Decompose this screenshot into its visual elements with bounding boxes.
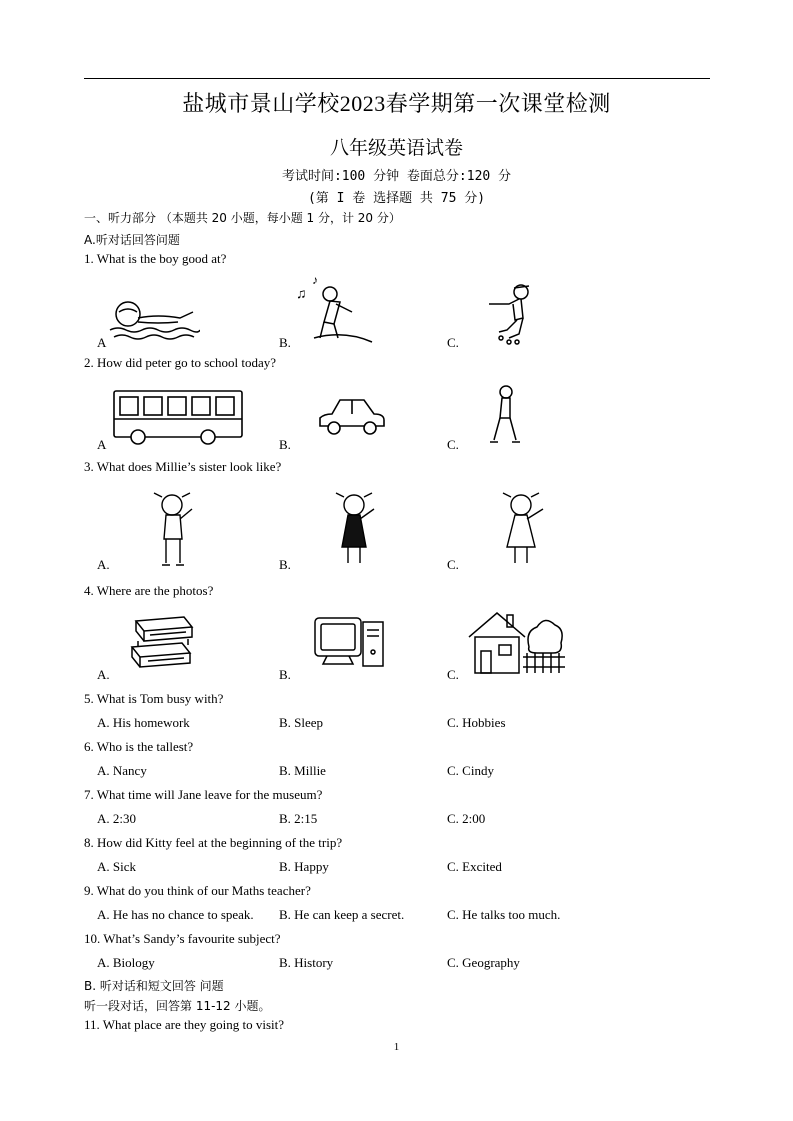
option-b: B. Happy: [279, 859, 329, 874]
option-a: A. Nancy: [97, 763, 147, 778]
section-heading: 一、听力部分 （本题共 20 小题，每小题 1 分，计 20 分）: [84, 211, 401, 225]
exam-title: 盐城市景山学校2023春学期第一次课堂检测: [182, 91, 611, 116]
computer-icon: [311, 612, 387, 670]
option-b: B. 2:15: [279, 811, 318, 826]
option-label: C.: [447, 335, 459, 350]
option-c: C. Cindy: [447, 763, 494, 778]
house-icon: [467, 607, 567, 677]
question-10: 10. What’s Sandy’s favourite subject?: [84, 931, 281, 946]
question-7: 7. What time will Jane leave for the museum?: [84, 787, 323, 802]
question-9: 9. What do you think of our Maths teacher?: [84, 883, 311, 898]
option-label: A.: [97, 557, 110, 572]
option-b: B. History: [279, 955, 334, 970]
walking-icon: [486, 384, 526, 446]
option-a: A. Biology: [97, 955, 155, 970]
option-b: B. Millie: [279, 763, 326, 778]
option-label: C.: [447, 557, 459, 572]
volume-info: (第 I 卷 选择题 共 75 分): [307, 191, 486, 206]
option-c: C. Geography: [447, 955, 520, 970]
question-4: 4. Where are the photos?: [84, 583, 214, 598]
svg-text:♪: ♪: [312, 273, 318, 287]
option-label: A: [97, 335, 107, 350]
part-b-heading: B. 听对话和短文回答 问题: [84, 979, 224, 993]
option-b: B. Sleep: [279, 715, 324, 730]
books-icon: [128, 613, 200, 679]
question-6: 6. Who is the tallest?: [84, 739, 194, 754]
option-label: B.: [279, 557, 291, 572]
girl-dark-dress-icon: [332, 489, 382, 571]
option-b: B. He can keep a secret.: [279, 907, 405, 922]
option-c: C. Hobbies: [447, 715, 506, 730]
swimming-icon: [108, 292, 200, 344]
option-label: C.: [447, 667, 459, 682]
option-label: C.: [447, 437, 459, 452]
question-3: 3. What does Millie’s sister look like?: [84, 459, 282, 474]
page-number: 1: [393, 1041, 400, 1053]
option-label: B.: [279, 335, 291, 350]
girl-light-dress-icon: [497, 489, 553, 571]
question-11: 11. What place are they going to visit?: [84, 1017, 284, 1032]
svg-text:♫: ♫: [296, 287, 307, 302]
question-8: 8. How did Kitty feel at the beginning of the trip?: [84, 835, 343, 850]
option-c: C. Excited: [447, 859, 502, 874]
question-5: 5. What is Tom busy with?: [84, 691, 224, 706]
option-c: C. He talks too much.: [447, 907, 561, 922]
singing-icon: [294, 272, 374, 344]
option-a: A. His homework: [97, 715, 190, 730]
girl-trousers-icon: [150, 489, 200, 571]
bus-icon: [108, 383, 248, 445]
option-label: A: [97, 437, 107, 452]
option-label: A.: [97, 667, 110, 682]
part-a-heading: A.听对话回答问题: [84, 233, 180, 247]
option-a: A. He has no chance to speak.: [97, 907, 254, 922]
question-2: 2. How did peter go to school today?: [84, 355, 277, 370]
question-1: 1. What is the boy good at?: [84, 251, 227, 266]
header-rule: [84, 78, 710, 79]
part-b-instruction: 听一段对话，回答第 11-12 小题。: [84, 999, 271, 1013]
exam-info: 考试时间:100 分钟 卷面总分:120 分: [281, 169, 512, 184]
option-a: A. Sick: [97, 859, 136, 874]
car-icon: [316, 394, 388, 440]
exam-subtitle: 八年级英语试卷: [329, 138, 463, 159]
option-a: A. 2:30: [97, 811, 136, 826]
skating-icon: [479, 280, 559, 348]
option-label: B.: [279, 437, 291, 452]
option-c: C. 2:00: [447, 811, 486, 826]
option-label: B.: [279, 667, 291, 682]
